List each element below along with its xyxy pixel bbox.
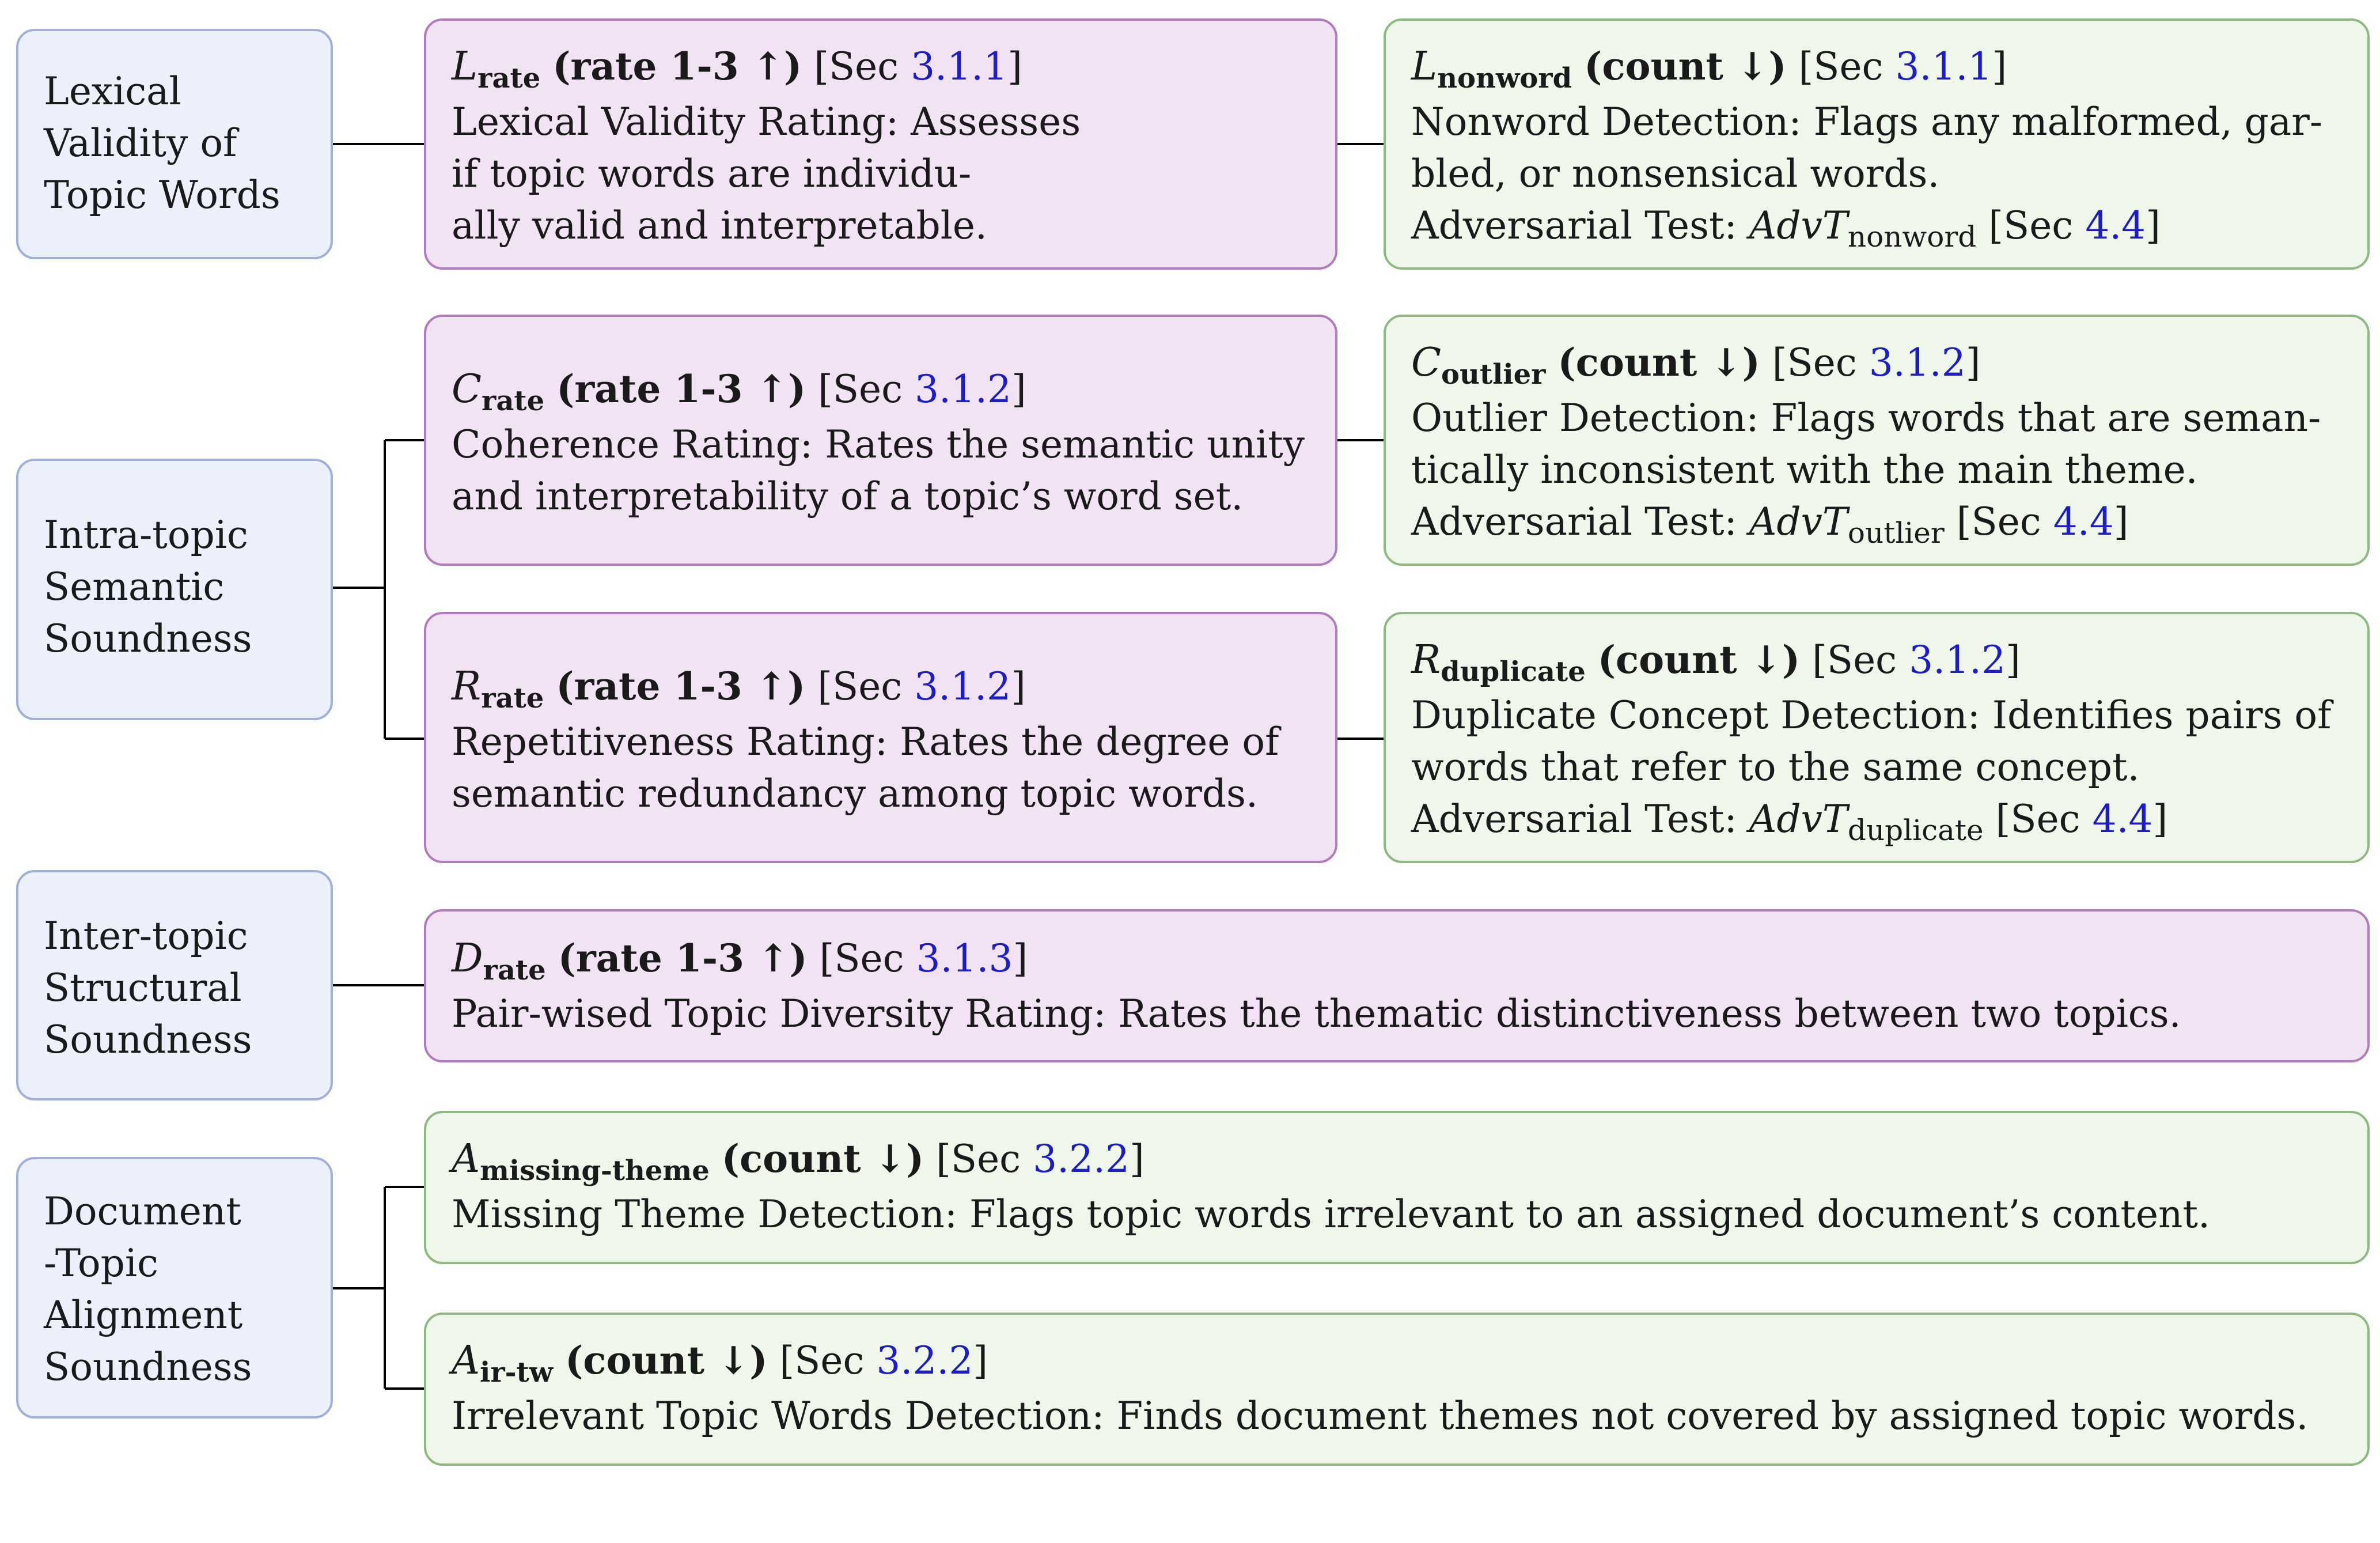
- metric-description-line: Pair-wised Topic Diversity Rating: Rates the thematic distinctiveness between two topics.: [452, 992, 2181, 1036]
- category-label-line: Document: [44, 1189, 241, 1234]
- metric-kind: (count ↓): [1597, 637, 1801, 682]
- section-link[interactable]: 3.2.2: [876, 1338, 973, 1383]
- section-link[interactable]: 3.1.2: [915, 367, 1011, 411]
- category-label-line: Alignment: [44, 1293, 243, 1337]
- metric-header: [452, 363, 1324, 419]
- metric-subscript: missing-theme: [480, 1155, 710, 1187]
- metric-kind: (count ↓): [721, 1136, 924, 1181]
- metric-header: [1411, 634, 2356, 690]
- metric-description-line: Lexical Validity Rating: Assesses: [452, 100, 1081, 144]
- metric-symbol: R: [452, 664, 482, 709]
- section-ref-open: [Sec: [1812, 638, 1909, 682]
- metric-description-line: Duplicate Concept Detection: Identifies pairs of: [1411, 693, 2332, 738]
- section-ref-close: ]: [1011, 367, 1026, 411]
- adversarial-test-prefix: Adversarial Test:: [1411, 797, 1749, 841]
- metric-description-line: Irrelevant Topic Words Detection: Finds document themes not covered by assigned topic words.: [452, 1394, 2309, 1438]
- adversarial-test-symbol: AdvT: [1749, 203, 1848, 248]
- adversarial-test-prefix: Adversarial Test:: [1411, 500, 1749, 544]
- metric-header: [1411, 40, 2356, 96]
- category-inter-topic: [16, 870, 333, 1100]
- metric-description-line: tically inconsistent with the main theme.: [1411, 448, 2198, 492]
- adversarial-test-line: [1411, 200, 2356, 255]
- category-label-line: Lexical: [44, 69, 181, 114]
- metric-description-line: words that refer to the same concept.: [1411, 745, 2140, 789]
- section-ref-open: [Sec: [819, 936, 916, 981]
- metric-subscript: ir-tw: [480, 1356, 554, 1389]
- adversarial-test-line: [1411, 793, 2356, 848]
- metric-subscript: duplicate: [1441, 656, 1586, 688]
- section-link[interactable]: 3.1.2: [1909, 638, 2006, 682]
- section-ref-open: [Sec: [1983, 797, 2093, 841]
- metric-kind: (rate 1-3 ↑): [556, 664, 806, 709]
- category-document-topic: [16, 1157, 333, 1419]
- section-ref-open: [Sec: [817, 664, 915, 709]
- category-label-line: Validity of: [44, 121, 237, 165]
- metric-a-ir-tw: [424, 1313, 2370, 1466]
- metric-header: [452, 1334, 2356, 1390]
- metric-description-line: Missing Theme Detection: Flags topic words irrelevant to an assigned document’s content.: [452, 1192, 2211, 1236]
- section-link[interactable]: 4.4: [2053, 500, 2114, 544]
- metric-kind: (count ↓): [1557, 340, 1760, 385]
- section-ref-close: ]: [2006, 638, 2021, 682]
- section-ref-close: ]: [1007, 44, 1022, 89]
- category-label-line: Soundness: [44, 1345, 252, 1389]
- section-link[interactable]: 3.1.1: [911, 44, 1008, 89]
- metric-symbol: A: [452, 1338, 480, 1383]
- category-label-line: Soundness: [44, 617, 252, 661]
- metric-kind: (rate 1-3 ↑): [552, 44, 802, 89]
- metric-kind: (count ↓): [565, 1338, 768, 1383]
- section-ref-open: [Sec: [814, 44, 911, 89]
- section-ref-close: ]: [2113, 500, 2129, 544]
- adversarial-test-prefix: Adversarial Test:: [1411, 203, 1749, 248]
- category-label-line: Structural: [44, 966, 242, 1010]
- metric-symbol: A: [452, 1136, 480, 1182]
- metric-d-rate: [424, 909, 2370, 1062]
- section-ref-close: ]: [1130, 1137, 1144, 1181]
- metric-header: [452, 932, 2356, 988]
- category-label-line: Semantic: [44, 565, 225, 609]
- section-link[interactable]: 4.4: [2092, 797, 2153, 841]
- metric-a-missing-theme: [424, 1111, 2370, 1264]
- category-label-line: Topic Words: [44, 173, 281, 217]
- metric-header: [452, 40, 1324, 96]
- adversarial-test-line: [1411, 496, 2356, 551]
- section-ref-open: [Sec: [1798, 44, 1896, 89]
- metric-description-line: and interpretability of a topic’s word set.: [452, 474, 1244, 519]
- metric-kind: (count ↓): [1584, 44, 1787, 89]
- section-ref-open: [Sec: [1772, 341, 1869, 385]
- section-link[interactable]: 3.1.2: [914, 664, 1011, 709]
- metric-c-rate: [424, 315, 1337, 566]
- category-label-line: -Topic: [44, 1241, 158, 1285]
- metric-description-line: Repetitiveness Rating: Rates the degree of: [452, 720, 1279, 764]
- section-link[interactable]: 3.1.3: [916, 936, 1013, 981]
- metric-symbol: L: [1411, 44, 1438, 89]
- section-ref-close: ]: [2152, 797, 2168, 841]
- metric-kind: (rate 1-3 ↑): [558, 936, 808, 981]
- section-ref-close: ]: [1013, 936, 1028, 981]
- metric-header: [452, 1133, 2356, 1189]
- metric-subscript: rate: [477, 62, 541, 94]
- metric-subscript: rate: [482, 385, 545, 417]
- metric-kind: (rate 1-3 ↑): [556, 366, 806, 411]
- metric-description-line: if topic words are individu-: [452, 152, 972, 196]
- metric-c-outlier: [1384, 315, 2370, 566]
- metric-l-rate: [424, 18, 1337, 270]
- category-label-line: Inter-topic: [44, 914, 248, 958]
- metric-r-duplicate: [1384, 612, 2370, 863]
- section-ref-close: ]: [973, 1338, 988, 1383]
- section-ref-open: [Sec: [818, 367, 915, 411]
- adversarial-test-subscript: outlier: [1847, 516, 1945, 550]
- metric-symbol: R: [1411, 637, 1441, 683]
- metric-symbol: L: [452, 44, 478, 89]
- metric-description-line: Nonword Detection: Flags any malformed, gar-: [1411, 100, 2323, 144]
- metric-symbol: C: [1411, 340, 1442, 385]
- adversarial-test-subscript: nonword: [1847, 220, 1977, 254]
- adversarial-test-symbol: AdvT: [1749, 797, 1848, 841]
- section-link[interactable]: 4.4: [2085, 203, 2146, 248]
- metric-r-rate: [424, 612, 1337, 863]
- adversarial-test-symbol: AdvT: [1749, 500, 1848, 544]
- metric-header: [1411, 336, 2356, 392]
- metric-description-line: Coherence Rating: Rates the semantic unity: [452, 422, 1305, 467]
- metric-subscript: rate: [483, 954, 546, 986]
- section-ref-close: ]: [2146, 203, 2161, 248]
- metric-subscript: rate: [481, 682, 544, 714]
- metric-header: [452, 660, 1324, 716]
- section-ref-close: ]: [1011, 664, 1026, 709]
- category-label-line: Soundness: [44, 1018, 252, 1062]
- section-ref-open: [Sec: [1944, 500, 2053, 544]
- metric-description-line: ally valid and interpretable.: [452, 203, 987, 248]
- metric-subscript: nonword: [1437, 62, 1572, 94]
- metric-description-line: semantic redundancy among topic words.: [452, 772, 1258, 816]
- section-link[interactable]: 3.2.2: [1033, 1137, 1130, 1181]
- adversarial-test-subscript: duplicate: [1847, 814, 1984, 847]
- metric-symbol: D: [452, 936, 483, 981]
- section-link[interactable]: 3.1.1: [1895, 44, 1992, 89]
- category-label-line: Intra-topic: [44, 513, 248, 557]
- metric-l-nonword: [1384, 18, 2370, 270]
- section-ref-close: ]: [1965, 341, 1981, 385]
- metric-symbol: C: [452, 366, 482, 412]
- section-link[interactable]: 3.1.2: [1869, 341, 1966, 385]
- section-ref-close: ]: [1992, 44, 2007, 89]
- metric-description-line: bled, or nonsensical words.: [1411, 152, 1940, 196]
- section-ref-open: [Sec: [779, 1338, 877, 1383]
- section-ref-open: [Sec: [1976, 203, 2086, 248]
- category-lexical-validity: [16, 29, 333, 259]
- category-intra-topic: [16, 459, 333, 720]
- metric-subscript: outlier: [1441, 358, 1546, 391]
- metric-description-line: Outlier Detection: Flags words that are seman-: [1411, 396, 2321, 440]
- section-ref-open: [Sec: [936, 1137, 1033, 1181]
